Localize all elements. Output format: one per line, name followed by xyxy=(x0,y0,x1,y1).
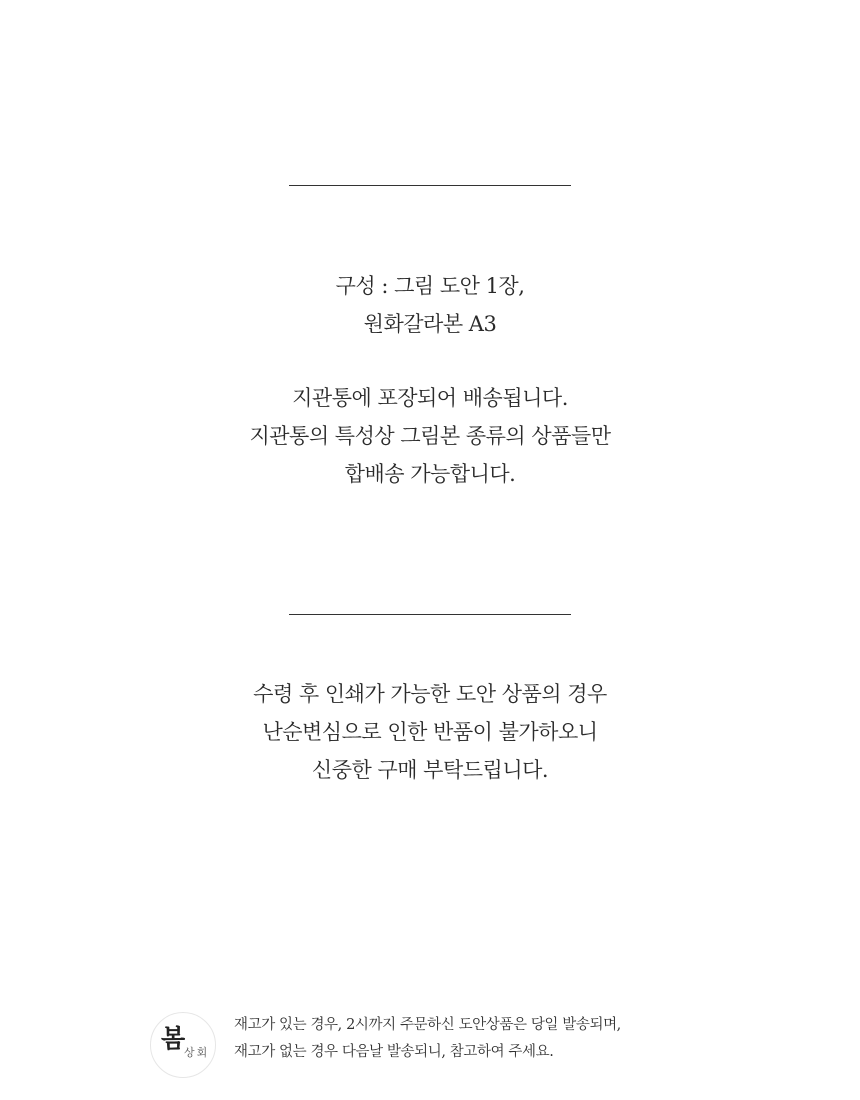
brand-logo-main: 봄 xyxy=(161,1024,186,1053)
refund-notice-line: 난순변심으로 인한 반품이 불가하오니 xyxy=(262,720,598,744)
refund-notice-text xyxy=(0,675,860,789)
shipping-footer xyxy=(150,1010,710,1080)
packaging-line: 지관통에 포장되어 배송됩니다. xyxy=(292,386,568,410)
brand-logo xyxy=(150,1012,216,1078)
shipping-notice xyxy=(234,1012,621,1066)
brand-logo-sub: 상회 xyxy=(184,1046,210,1059)
middle-divider xyxy=(289,614,571,615)
shipping-notice-line: 재고가 있는 경우, 2시까지 주문하신 도안상품은 당일 발송되며, xyxy=(234,1017,621,1033)
refund-notice-line: 신중한 구매 부탁드립니다. xyxy=(311,758,549,782)
refund-notice-line: 수령 후 인쇄가 가능한 도안 상품의 경우 xyxy=(253,682,607,706)
top-divider xyxy=(289,185,571,186)
composition-text xyxy=(0,267,860,343)
composition-line: 구성 : 그림 도안 1장, xyxy=(335,274,525,298)
composition-line: 원화갈라본 A3 xyxy=(363,312,497,336)
packaging-line: 합배송 가능합니다. xyxy=(344,462,516,486)
packaging-line: 지관통의 특성상 그림본 종류의 상품들만 xyxy=(249,424,611,448)
shipping-notice-line: 재고가 없는 경우 다음날 발송되니, 참고하여 주세요. xyxy=(234,1044,554,1060)
packaging-text xyxy=(0,379,860,493)
